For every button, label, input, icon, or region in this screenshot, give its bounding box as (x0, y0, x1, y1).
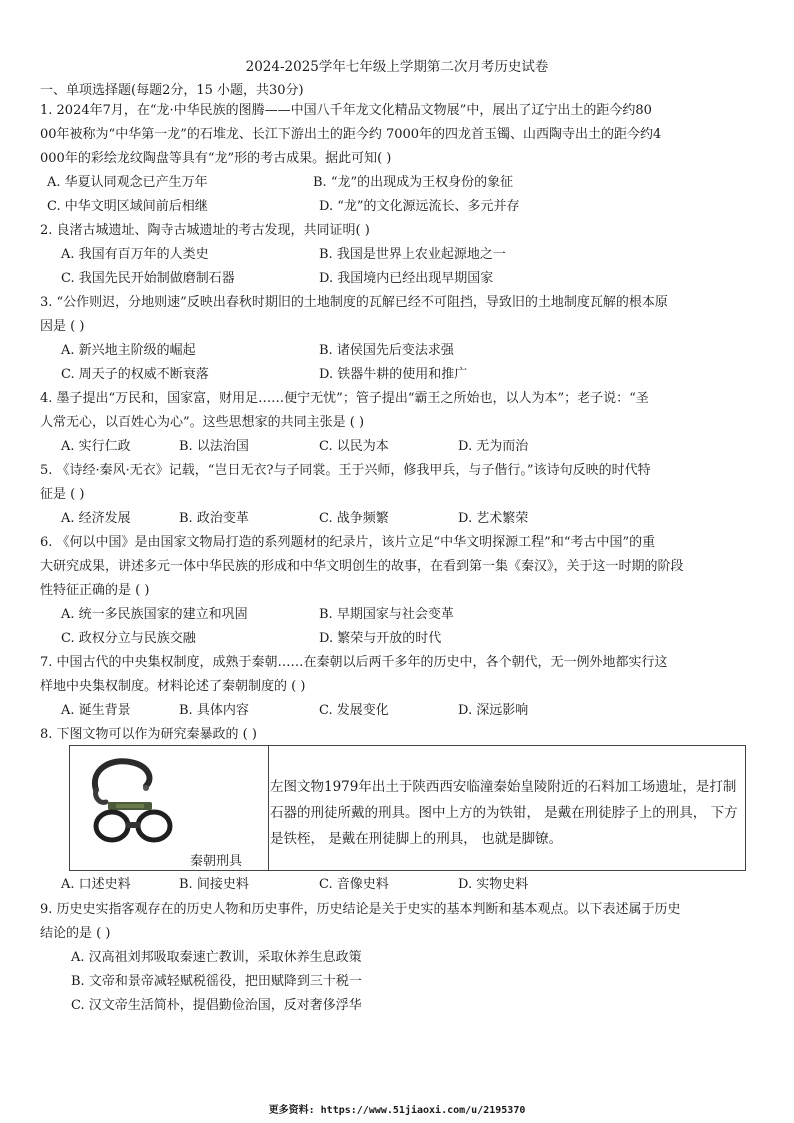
q5-option-d[interactable]: D. 艺术繁荣 (458, 511, 529, 526)
qin-shackles-image (82, 752, 192, 848)
q8-image-caption: 秦朝刑具 (190, 854, 243, 869)
q9-option-a[interactable]: A. 汉高祖刘邦吸取秦速亡教训，采取休养生息政策 (71, 950, 362, 965)
q3-option-b[interactable]: B. 诸侯国先后变法求强 (319, 343, 454, 358)
q1-option-b[interactable]: B. “龙”的出现成为王权身份的象征 (313, 175, 514, 190)
q2-option-b[interactable]: B. 我国是世界上农业起源地之一 (319, 247, 506, 262)
q6-option-d[interactable]: D. 繁荣与开放的时代 (319, 631, 442, 646)
q8-line-1: 8. 下图文物可以作为研究秦暴政的 ( ) (40, 727, 257, 742)
q5-option-b[interactable]: B. 政治变革 (179, 511, 249, 526)
q1-line-3: 000年的彩绘龙纹陶盘等具有“龙”形的考古成果。据此可知( ) (40, 151, 392, 166)
q6-line-3: 性特征正确的是 ( ) (40, 583, 150, 598)
q5-option-a[interactable]: A. 经济发展 (61, 511, 131, 526)
q4-option-b[interactable]: B. 以法治国 (179, 439, 249, 454)
q5-line-1: 5. 《诗经·秦风·无衣》记载，“岂日无衣?与子同裳。王于兴师，修我甲兵，与子偕行。”该诗句反映的时代特 (40, 463, 651, 478)
q8-option-a[interactable]: A. 口述史料 (61, 877, 131, 892)
q7-option-b[interactable]: B. 具体内容 (179, 703, 249, 718)
section-heading: 一、单项选择题(每题2分，15 小题，共30分) (40, 83, 304, 98)
q3-option-c[interactable]: C. 周天子的权威不断衰落 (61, 367, 209, 382)
q9-line-2: 结论的是 ( ) (40, 926, 111, 941)
q8-option-c[interactable]: C. 音像史料 (319, 877, 389, 892)
q6-option-a[interactable]: A. 统一多民族国家的建立和巩固 (61, 607, 248, 622)
q7-option-c[interactable]: C. 发展变化 (319, 703, 389, 718)
q1-line-1: 1. 2024年7月，在“龙·中华民族的图腾——中国八千年龙文化精品文物展”中，展出了辽宁出土的距今约80 (40, 103, 652, 118)
q2-line-1: 2. 良渚古城遗址、陶寺古城遗址的考古发现，共同证明( ) (40, 223, 370, 238)
q7-option-a[interactable]: A. 诞生背景 (61, 703, 131, 718)
q7-line-1: 7. 中国古代的中央集权制度，成熟于秦朝……在秦朝以后两千多年的历史中，各个朝代，无一例外地都实行这 (40, 655, 668, 670)
exam-title: 2024-2025学年七年级上学期第二次月考历史试卷 (245, 59, 549, 75)
footer-link[interactable]: 更多资料: https://www.51jiaoxi.com/u/2195370 (268, 1105, 526, 1116)
q8-image-cell (70, 746, 269, 870)
q3-line-1: 3. “公作则迟，分地则速”反映出春秋时期旧的土地制度的瓦解已经不可阻挡，导致旧的土地制度瓦解的根本原 (40, 295, 668, 310)
q4-option-d[interactable]: D. 无为而治 (458, 439, 529, 454)
q4-line-2: 人常无心，以百姓心为心”。这些思想家的共同主张是 ( ) (40, 415, 365, 430)
q2-option-d[interactable]: D. 我国境内已经出现早期国家 (319, 271, 494, 286)
q1-line-2: 00年被称为“中华第一龙”的石堆龙、长江下游出土的距今约 7000年的四龙首玉镯、山西陶寺出土的距今约4 (40, 127, 662, 142)
q4-line-1: 4. 墨子提出“万民和，国家富，财用足……便宁无忧”；管子提出“霸王之所始也，以人为本”；老子说：“圣 (40, 391, 649, 406)
q5-option-c[interactable]: C. 战争频繁 (319, 511, 389, 526)
q6-line-1: 6. 《何以中国》是由国家文物局打造的系列题材的纪录片，该片立足“中华文明探源工程”和“考古中国”的重 (40, 535, 656, 550)
q7-option-d[interactable]: D. 深远影响 (458, 703, 529, 718)
q4-option-a[interactable]: A. 实行仁政 (61, 439, 131, 454)
q8-option-b[interactable]: B. 间接史料 (179, 877, 249, 892)
q6-line-2: 大研究成果，讲述多元一体中华民族的形成和中华文明创生的故事，在看到第一集《秦汉》，关于这一时期的阶段 (40, 559, 684, 574)
q8-option-d[interactable]: D. 实物史料 (458, 877, 529, 892)
q5-line-2: 征是 ( ) (40, 487, 85, 502)
q7-line-2: 样地中央集权制度。材料论述了秦朝制度的 ( ) (40, 679, 306, 694)
q6-option-b[interactable]: B. 早期国家与社会变革 (319, 607, 454, 622)
q1-option-a[interactable]: A. 华夏认同观念已产生万年 (47, 175, 208, 190)
q3-option-a[interactable]: A. 新兴地主阶级的崛起 (61, 343, 196, 358)
q9-option-c[interactable]: C. 汉文帝生活简朴，提倡勤俭治国，反对奢侈浮华 (71, 998, 362, 1013)
q3-line-2: 因是 ( ) (40, 319, 85, 334)
q8-material-table (69, 745, 746, 871)
q2-option-c[interactable]: C. 我国先民开始制做磨制石器 (61, 271, 235, 286)
q9-option-b[interactable]: B. 文帝和景帝减轻赋税徭役，把田赋降到三十税一 (71, 974, 362, 989)
q4-option-c[interactable]: C. 以民为本 (319, 439, 389, 454)
q2-option-a[interactable]: A. 我国有百万年的人类史 (61, 247, 209, 262)
q1-option-c[interactable]: C. 中华文明区域间前后相继 (47, 199, 208, 214)
q9-line-1: 9. 历史史实指客观存在的历史人物和历史事件，历史结论是关于史实的基本判断和基本观点。以下表述属于历史 (40, 902, 681, 917)
q3-option-d[interactable]: D. 铁器牛耕的使用和推广 (319, 367, 468, 382)
q6-option-c[interactable]: C. 政权分立与民族交融 (61, 631, 196, 646)
q8-material-text: 左图文物1979年出土于陕西西安临潼秦始皇陵附近的石料加工场遗址，是打制石器的刑徒所戴的刑具。图中上方的为铁钳， 是戴在刑徒脖子上的刑具， 下方是铁桎， 是戴在刑徒脚上的刑具， 也就是脚镣。 (270, 779, 738, 847)
q1-option-d[interactable]: D. “龙”的文化源远流长、多元并存 (319, 199, 520, 214)
